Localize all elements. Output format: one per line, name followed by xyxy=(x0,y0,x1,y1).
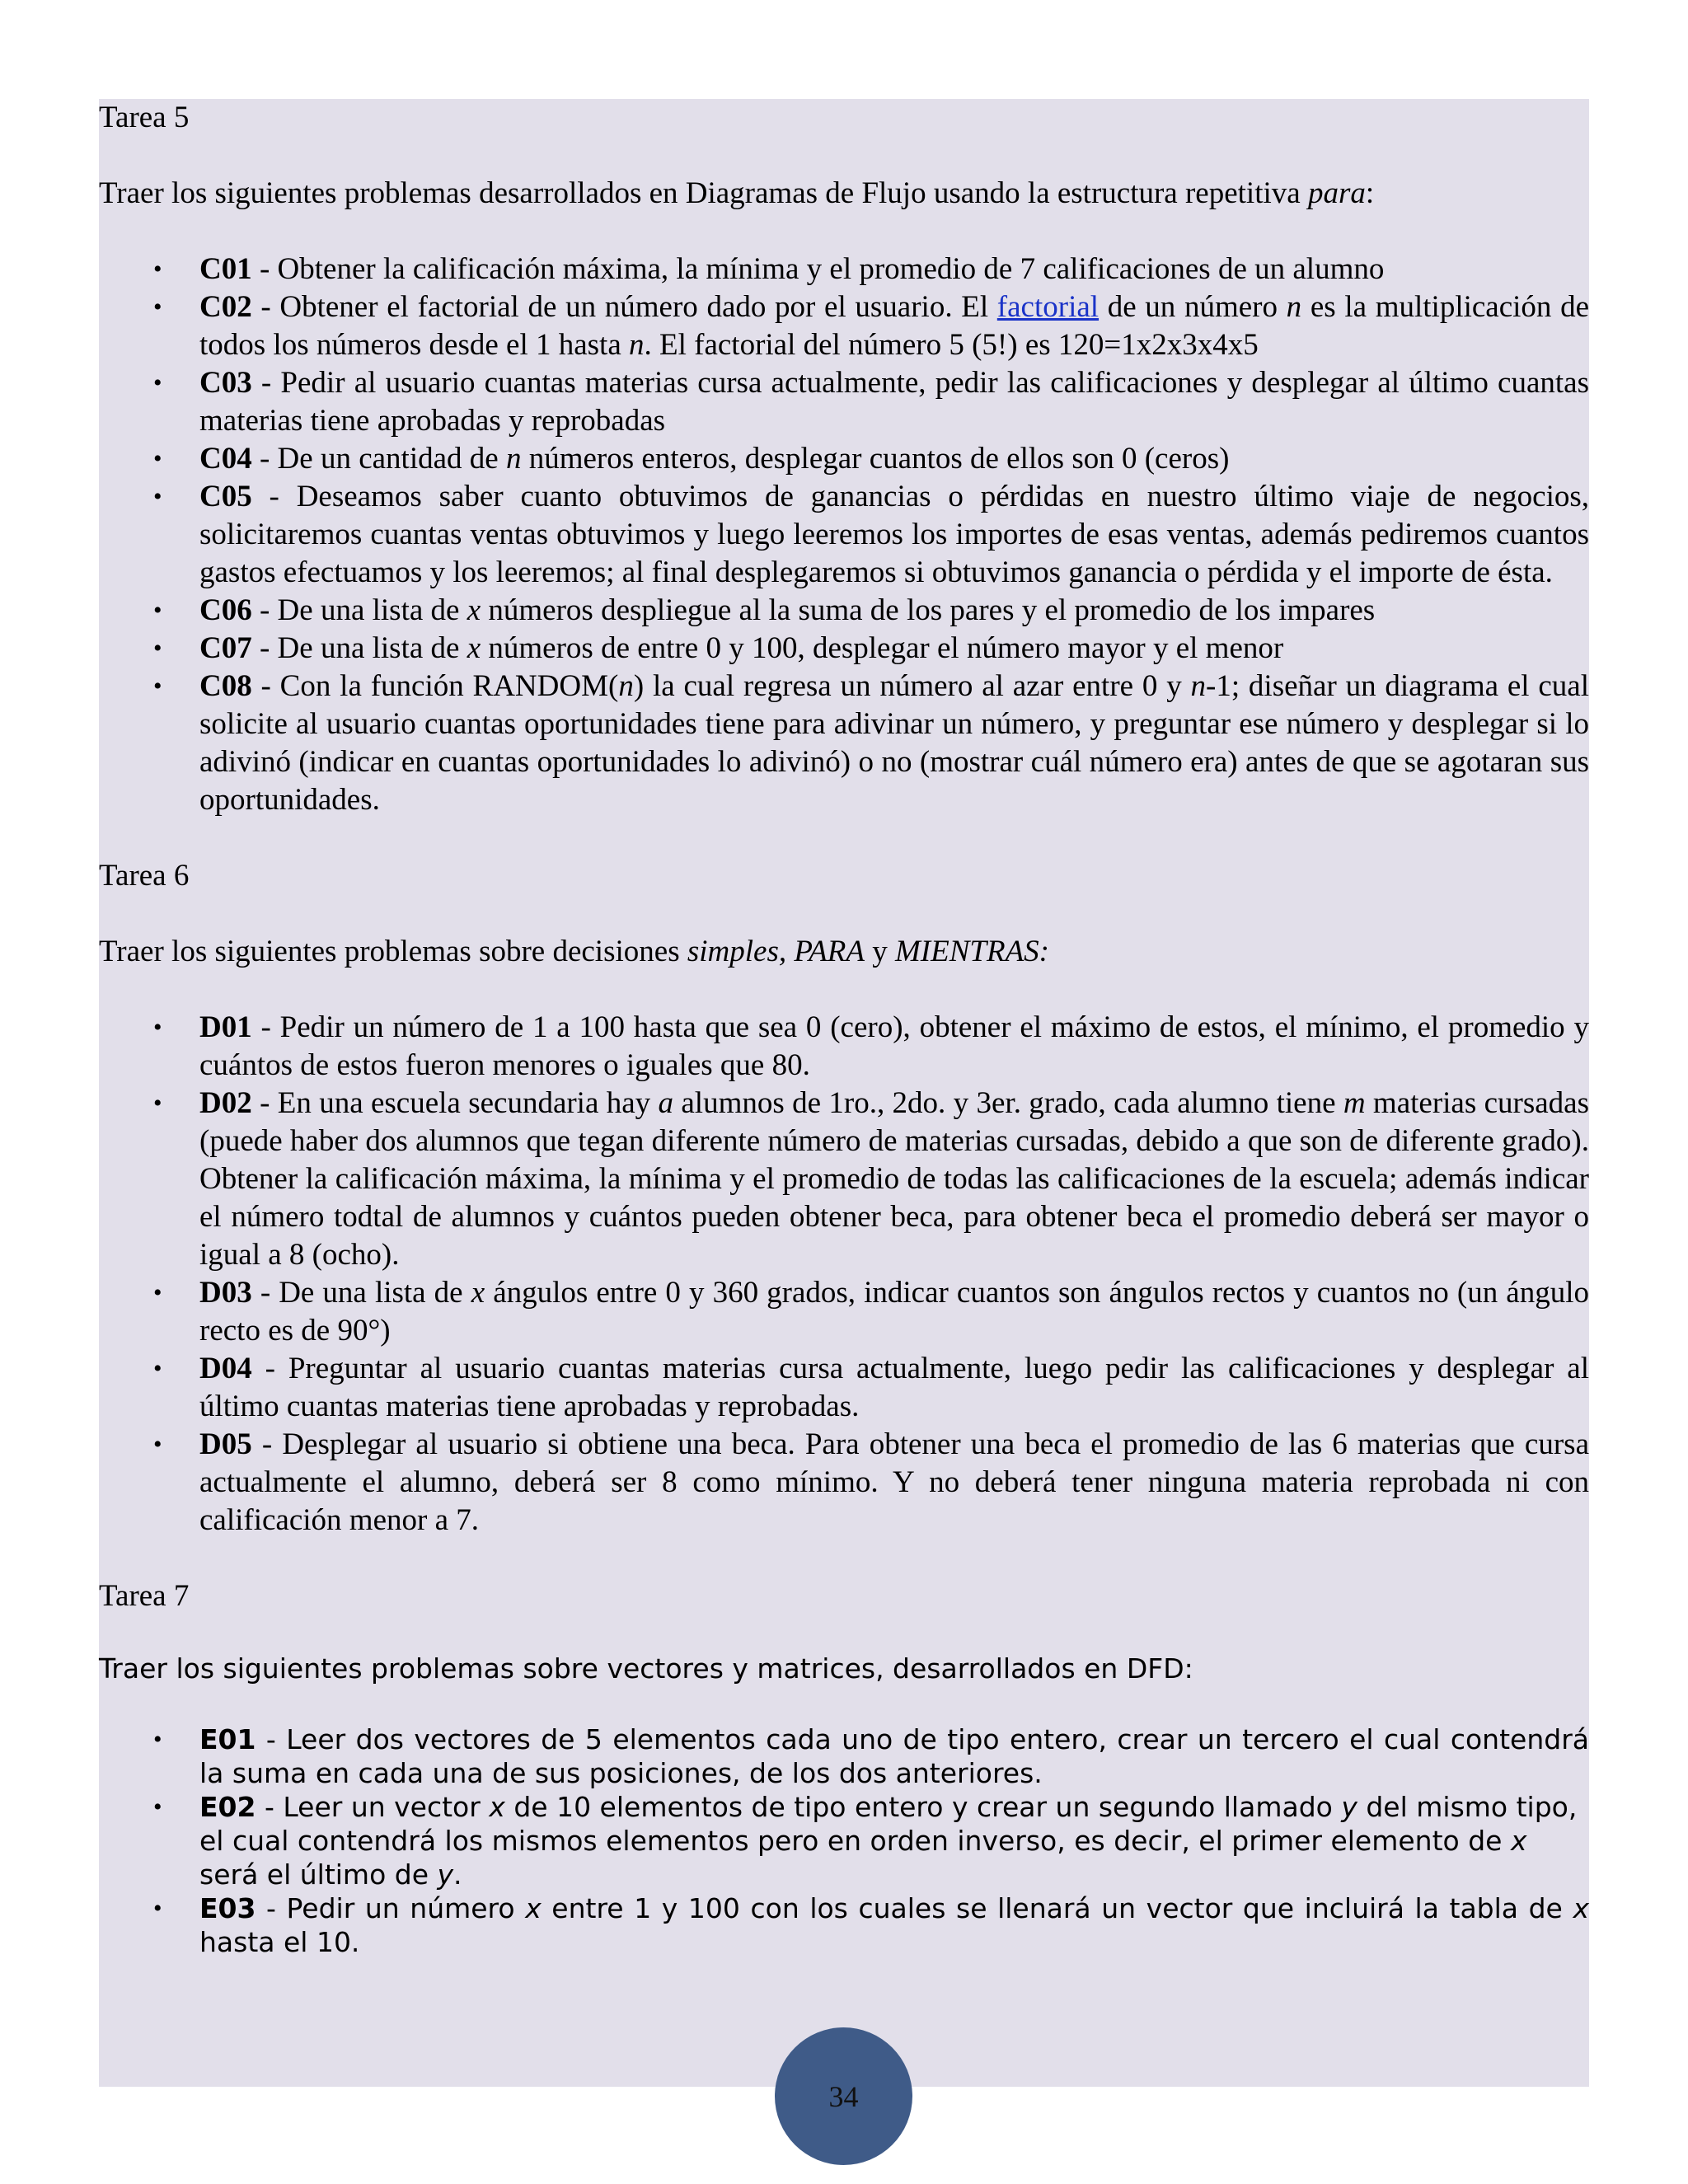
bullet-icon: • xyxy=(153,1431,162,1458)
tarea5-intro: Traer los siguientes problemas desarrollados en Diagramas de Flujo usando la estructura repetitiva para: xyxy=(99,176,1375,210)
list-item-e01: • E01 - Leer dos vectores de 5 elementos cada uno de tipo entero, crear un tercero el cual contendrá la suma en cada una de sus posiciones, de los dos anteriores. xyxy=(153,1723,1589,1789)
list-item-c06: • C06 - De una lista de x números despliegue al la suma de los pares y el promedio de los impares xyxy=(99,592,1589,630)
bullet-icon: • xyxy=(153,1355,162,1382)
list-item-d01: • D01 - Pedir un número de 1 a 100 hasta que sea 0 (cero), obtener el máximo de estos, el mínimo, el promedio y cuántos de estos fueron menores o iguales que 80. xyxy=(153,1010,1589,1082)
list-item-c01: • C01 - Obtener la calificación máxima, la mínima y el promedio de 7 calificaciones de un alumno xyxy=(99,251,1589,288)
bullet-icon: • xyxy=(153,255,162,283)
list-item-e03: • E03 - Pedir un número x entre 1 y 100 con los cuales se llenará un vector que incluirá la tabla de x hasta el 10. xyxy=(153,1892,1589,1958)
page-number: 34 xyxy=(828,2079,859,2113)
list-item-c07: • C07 - De una lista de x números de entre 0 y 100, desplegar el número mayor y el menor xyxy=(99,630,1589,668)
tarea6-title: Tarea 6 xyxy=(99,859,190,893)
bullet-icon: • xyxy=(153,635,162,662)
page-content xyxy=(99,99,1589,1959)
tarea7-intro: Traer los siguientes problemas sobre vectores y matrices, desarrollados en DFD: xyxy=(99,1652,1193,1685)
tarea5-list xyxy=(99,251,1589,819)
bullet-icon: • xyxy=(153,1793,162,1821)
list-item-d02: • D02 - En una escuela secundaria hay a alumnos de 1ro., 2do. y 3er. grado, cada alumno tiene m materias cursadas (puede haber dos alumnos que tegan diferente número de materias cursadas, debido a que son de diferente grado). Obtener la calificación máxima, la mínima y el promedio de todas las calificaciones de la escuela; además indicar el número todtal de alumnos y cuántos pueden obtener beca, para obtener beca el promedio deberá ser mayor o igual a 8 (ocho). xyxy=(153,1086,1589,1272)
tarea7-section xyxy=(99,1652,1589,1959)
list-item-d04: • D04 - Preguntar al usuario cuantas materias cursa actualmente, luego pedir las calificaciones y desplegar al último cuantas materias tiene aprobadas y reprobadas. xyxy=(153,1352,1589,1423)
bullet-icon: • xyxy=(153,445,162,472)
list-item-c03: • C03 - Pedir al usuario cuantas materias cursa actualmente, pedir las calificaciones y desplegar al último cuantas materias tiene aprobadas y reprobadas xyxy=(153,366,1589,438)
list-item-e02: • E02 - Leer un vector x de 10 elementos de tipo entero y crear un segundo llamado y del mismo tipo, el cual contendrá los mismos elementos pero en orden inverso, es decir, el primer elemento de x será el último de y. xyxy=(153,1791,1578,1891)
tarea6-intro: Traer los siguientes problemas sobre decisiones simples, PARA y MIENTRAS: xyxy=(99,935,1050,968)
page-number-badge xyxy=(775,2027,912,2165)
factorial-link[interactable]: factorial xyxy=(996,290,1100,324)
list-item-d05: • D05 - Desplegar al usuario si obtiene una beca. Para obtener una beca el promedio de las 6 materias que cursa actualmente el alumno, deberá ser 8 como mínimo. Y no deberá tener ninguna materia reprobada ni con calificación menor a 7. xyxy=(153,1427,1589,1537)
tarea5-title: Tarea 5 xyxy=(99,101,190,134)
bullet-icon: • xyxy=(153,1014,162,1041)
bullet-icon: • xyxy=(153,293,162,321)
list-item-c02: • C02 - Obtener el factorial de un número dado por el usuario. El factorial de un número n es la multiplicación de todos los números desde el 1 hasta n. El factorial del número 5 (5!) es 120=1x2x3x4x5 xyxy=(153,290,1590,362)
bullet-icon: • xyxy=(153,597,162,624)
list-item-c05: • C05 - Deseamos saber cuanto obtuvimos de ganancias o pérdidas en nuestro último viaje de negocios, solicitaremos cuantas ventas obtuvimos y luego leeremos los importes de esas ventas, además pediremos cuantos gastos efectuamos y los leeremos; al final desplegaremos si obtuvimos ganancia o pérdida y el importe de ésta. xyxy=(153,480,1589,589)
list-item-c08: • C08 - Con la función RANDOM(n) la cual regresa un número al azar entre 0 y n-1; diseñar un diagrama el cual solicite al usuario cuantas oportunidades tiene para adivinar un número, y preguntar ese número y desplegar si lo adivinó (indicar en cuantas oportunidades lo adivinó) o no (mostrar cuál número era) antes de que se agotaran sus oportunidades. xyxy=(153,669,1590,817)
tarea6-list xyxy=(99,1009,1589,1540)
tarea7-title: Tarea 7 xyxy=(99,1579,190,1613)
bullet-icon: • xyxy=(153,1895,162,1922)
bullet-icon: • xyxy=(153,1090,162,1117)
bullet-icon: • xyxy=(153,483,162,510)
bullet-icon: • xyxy=(153,369,162,396)
bullet-icon: • xyxy=(153,673,162,700)
list-item-c04: • C04 - De un cantidad de n números enteros, desplegar cuantos de ellos son 0 (ceros) xyxy=(99,440,1589,478)
tarea7-list xyxy=(99,1722,1589,1959)
bullet-icon: • xyxy=(153,1279,162,1306)
list-item-d03: • D03 - De una lista de x ángulos entre 0 y 360 grados, indicar cuantos son ángulos rectos y cuantos no (un ángulo recto es de 90°) xyxy=(153,1276,1589,1347)
bullet-icon: • xyxy=(153,1726,162,1753)
